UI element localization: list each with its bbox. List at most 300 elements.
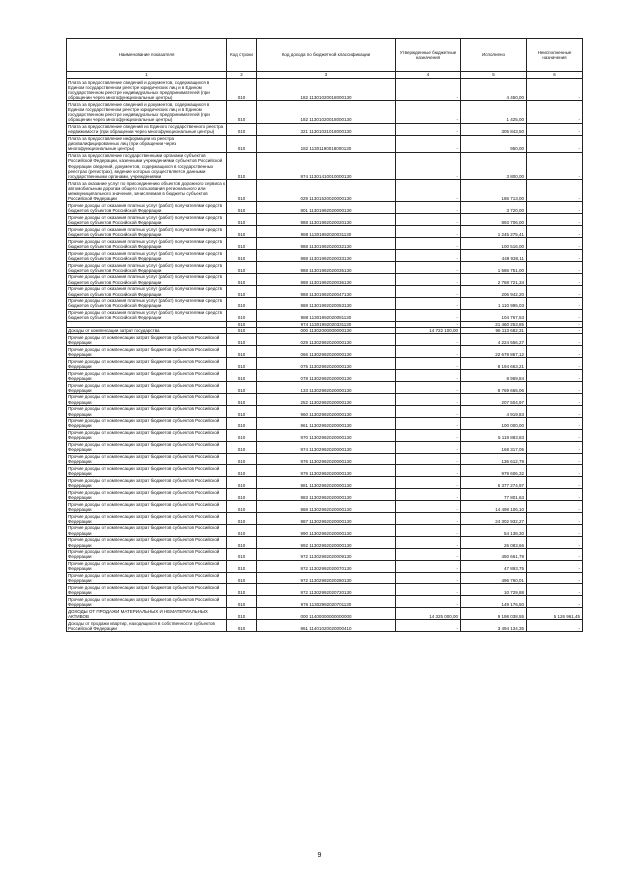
table-row — [67, 79, 583, 101]
row-name: Прочие доходы от оказания платных услуг (работ) получателями средств бюджетов субъектов Российской Федерации — [67, 238, 227, 250]
table-body — [67, 79, 583, 632]
row-approved: - — [396, 477, 461, 489]
table-row — [67, 465, 583, 477]
table-row — [67, 273, 583, 285]
row-name: Прочие доходы от компенсации затрат бюджетов субъектов Российской Федерации — [67, 417, 227, 429]
row-unexecuted: - — [527, 596, 583, 608]
row-line-code: 010 — [227, 513, 257, 525]
row-executed: 1 586 751,00 — [461, 262, 527, 274]
row-line-code: 010 — [227, 135, 257, 152]
row-line-code: 010 — [227, 334, 257, 346]
column-number-row — [67, 72, 583, 79]
row-executed: 1 110 995,03 — [461, 297, 527, 309]
row-name: Прочие доходы от компенсации затрат бюджетов субъектов Российской Федерации — [67, 453, 227, 465]
header-line-code: Код строки — [227, 39, 257, 72]
row-line-code: 010 — [227, 285, 257, 297]
row-income-code: 974 11302992020000130 — [257, 441, 396, 453]
row-name: Прочие доходы от компенсации затрат бюджетов субъектов Российской Федерации — [67, 346, 227, 358]
row-line-code: 010 — [227, 524, 257, 536]
row-name: Прочие доходы от компенсации затрат бюджетов субъектов Российской Федерации — [67, 465, 227, 477]
row-line-code: 010 — [227, 596, 257, 608]
row-unexecuted: - — [527, 572, 583, 584]
row-executed: 893 706,00 — [461, 214, 527, 226]
row-executed: 1 425,00 — [461, 101, 527, 123]
table-row — [67, 513, 583, 525]
row-line-code: 010 — [227, 327, 257, 334]
row-income-code: 979 11302992020000130 — [257, 465, 396, 477]
row-unexecuted: - — [527, 382, 583, 394]
row-line-code: 010 — [227, 309, 257, 321]
row-income-code: 182 11301020018000130 — [257, 101, 396, 123]
row-approved: 14 325 000,00 — [396, 608, 461, 620]
row-name: Прочие доходы от компенсации затрат бюджетов субъектов Российской Федерации — [67, 489, 227, 501]
row-approved: - — [396, 560, 461, 572]
table-row — [67, 297, 583, 309]
row-unexecuted: - — [527, 180, 583, 202]
row-approved: - — [396, 536, 461, 548]
header-name: Наименование показателя — [67, 39, 227, 72]
row-approved: - — [396, 453, 461, 465]
row-approved: - — [396, 321, 461, 327]
row-income-code: 252 11302992020000130 — [257, 393, 396, 405]
row-line-code: 010 — [227, 250, 257, 262]
row-line-code: 010 — [227, 477, 257, 489]
row-executed: 5 377 274,97 — [461, 477, 527, 489]
row-name: Прочие доходы от компенсации затрат бюджетов субъектов Российской Федерации — [67, 501, 227, 513]
row-approved: - — [396, 393, 461, 405]
row-line-code: 010 — [227, 536, 257, 548]
row-unexecuted: - — [527, 346, 583, 358]
table-row — [67, 250, 583, 262]
table-row — [67, 596, 583, 608]
row-approved: - — [396, 273, 461, 285]
row-approved: - — [396, 358, 461, 370]
row-income-code: 988 11301992020032130 — [257, 238, 396, 250]
row-line-code: 010 — [227, 608, 257, 620]
row-name: Плата за оказание услуг по присоединению объектов дорожного сервиса к автомобильным дорогам общего пользования регионального или межмуниципального значения, зачисляемая в бюджеты субъектов Российской Федерации — [68, 180, 225, 202]
row-name: Прочие доходы от компенсации затрат бюджетов субъектов Российской Федерации — [67, 405, 227, 417]
row-executed: 2 768 721,34 — [461, 273, 527, 285]
row-line-code: 010 — [227, 465, 257, 477]
row-unexecuted: - — [527, 238, 583, 250]
row-line-code: 010 — [227, 273, 257, 285]
table-row — [67, 123, 583, 135]
row-executed: 136 612,79 — [461, 453, 527, 465]
row-approved: - — [396, 441, 461, 453]
row-income-code: 988 11301992020036130 — [257, 273, 396, 285]
table-row — [67, 180, 583, 202]
table-row — [67, 285, 583, 297]
table-row — [67, 536, 583, 548]
row-line-code: 010 — [227, 358, 257, 370]
row-executed: 305 843,50 — [461, 123, 527, 135]
row-unexecuted: - — [527, 584, 583, 596]
row-name: Плата за предоставление информации из реестра дисквалифицированных лиц (при обращении через многофункциональные центры) — [67, 135, 227, 152]
row-line-code: 010 — [227, 620, 257, 632]
row-executed: 450 661,79 — [461, 548, 527, 560]
row-approved: - — [396, 309, 461, 321]
row-executed: 186 713,00 — [461, 180, 527, 202]
row-unexecuted: - — [527, 417, 583, 429]
row-approved: - — [396, 285, 461, 297]
row-name: Доходы от компенсации затрат государства — [67, 327, 227, 334]
row-name: Плата за предоставление сведений и документов, содержащихся в Едином государственном реестре юридических лиц и в Едином государственном реестре индивидуальных предпринимателей (при обращении через многофункциональные центры) — [67, 101, 227, 123]
row-income-code: 976 11302992020701130 — [257, 596, 396, 608]
row-line-code: 010 — [227, 297, 257, 309]
row-executed: 54 138,30 — [461, 524, 527, 536]
table-row — [67, 101, 583, 123]
row-name: Прочие доходы от компенсации затрат бюджетов субъектов Российской Федерации — [67, 393, 227, 405]
row-income-code: 988 11301992020031130 — [257, 226, 396, 238]
row-approved: - — [396, 524, 461, 536]
row-income-code: 182 11301190018000130 — [257, 135, 396, 152]
row-unexecuted: - — [527, 370, 583, 382]
table-row — [67, 370, 583, 382]
row-line-code: 010 — [227, 123, 257, 135]
row-unexecuted: - — [527, 429, 583, 441]
table-row — [67, 346, 583, 358]
row-approved: - — [396, 429, 461, 441]
row-unexecuted: - — [527, 620, 583, 632]
page-number: 9 — [317, 852, 322, 859]
row-name: Прочие доходы от оказания платных услуг (работ) получателями средств бюджетов субъектов Российской Федерации — [67, 309, 227, 321]
row-line-code: 010 — [227, 180, 257, 202]
row-executed: 3 720,00 — [461, 202, 527, 214]
row-line-code: 010 — [227, 214, 257, 226]
row-line-code: 010 — [227, 370, 257, 382]
row-income-code: 988 11301992020020130 — [257, 214, 396, 226]
row-unexecuted: - — [527, 548, 583, 560]
row-income-code: 988 11301992020053130 — [257, 297, 396, 309]
row-name: Прочие доходы от компенсации затрат бюджетов субъектов Российской Федерации — [67, 536, 227, 548]
row-name: Прочие доходы от компенсации затрат бюджетов субъектов Российской Федерации — [67, 477, 227, 489]
row-unexecuted: - — [527, 321, 583, 327]
row-line-code: 010 — [227, 429, 257, 441]
column-number: 6 — [527, 72, 583, 79]
row-name: Прочие доходы от компенсации затрат бюджетов субъектов Российской Федерации — [67, 560, 227, 572]
row-executed: 100 000,00 — [461, 417, 527, 429]
row-executed: 206 942,20 — [461, 285, 527, 297]
row-approved: - — [396, 572, 461, 584]
row-income-code: 992 11302992020000130 — [257, 536, 396, 548]
row-line-code: 010 — [227, 346, 257, 358]
row-line-code: 010 — [227, 79, 257, 101]
row-unexecuted: - — [527, 226, 583, 238]
table-row — [67, 548, 583, 560]
row-executed: 9 198 038,55 — [461, 608, 527, 620]
row-executed: 22 679 867,12 — [461, 346, 527, 358]
table-row — [67, 309, 583, 321]
row-executed: 8 194 663,21 — [461, 358, 527, 370]
row-unexecuted: - — [527, 79, 583, 101]
row-unexecuted: - — [527, 309, 583, 321]
row-approved: - — [396, 596, 461, 608]
row-executed: 4 224 556,27 — [461, 334, 527, 346]
row-income-code: 972 11302992020720130 — [257, 584, 396, 596]
header-executed: Исполнено — [461, 39, 527, 72]
row-unexecuted: - — [527, 393, 583, 405]
row-name: Плата за предоставление государственными органами субъектов Российской Федерации, казенными учреждениями субъектов Российской Федерации сведений, документов, содержащихся в государственных реестрах (регистрах), ведение которых осуществляется данными государственными органами, учреждениями — [67, 152, 227, 180]
row-executed: 24 302 932,27 — [461, 513, 527, 525]
row-name: Прочие доходы от компенсации затрат бюджетов субъектов Российской Федерации — [67, 382, 227, 394]
table-row — [67, 327, 583, 334]
row-income-code: 029 11301520020000130 — [257, 180, 396, 202]
row-line-code: 010 — [227, 152, 257, 180]
row-income-code: 075 11302992020000130 — [257, 358, 396, 370]
row-approved: - — [396, 123, 461, 135]
row-approved: - — [396, 334, 461, 346]
row-approved: - — [396, 489, 461, 501]
row-executed: 1 245 275,41 — [461, 226, 527, 238]
table-row — [67, 393, 583, 405]
revenue-table — [66, 38, 583, 632]
row-income-code: 988 11301992020081130 — [257, 309, 396, 321]
row-approved: - — [396, 620, 461, 632]
row-name: Прочие доходы от оказания платных услуг (работ) получателями средств бюджетов субъектов Российской Федерации — [67, 285, 227, 297]
row-name: Прочие доходы от компенсации затрат бюджетов субъектов Российской Федерации — [67, 596, 227, 608]
row-income-code: 960 11302992020000130 — [257, 405, 396, 417]
row-line-code: 010 — [227, 405, 257, 417]
row-executed: 5 119 883,83 — [461, 429, 527, 441]
row-line-code: 010 — [227, 382, 257, 394]
row-unexecuted: - — [527, 524, 583, 536]
table-row — [67, 226, 583, 238]
table-row — [67, 441, 583, 453]
row-executed: 979 606,32 — [461, 465, 527, 477]
row-income-code: 961 11302992020000130 — [257, 417, 396, 429]
row-approved: - — [396, 202, 461, 214]
row-unexecuted: - — [527, 465, 583, 477]
table-row — [67, 584, 583, 596]
table-row — [67, 262, 583, 274]
row-name: Прочие доходы от оказания платных услуг (работ) получателями средств бюджетов субъектов Российской Федерации — [67, 250, 227, 262]
row-unexecuted: - — [527, 152, 583, 180]
row-approved: - — [396, 346, 461, 358]
row-line-code: 010 — [227, 501, 257, 513]
row-name: Прочие доходы от оказания платных услуг (работ) получателями средств бюджетов субъектов Российской Федерации — [67, 262, 227, 274]
column-number: 5 — [461, 72, 527, 79]
row-executed: 8 769 665,06 — [461, 382, 527, 394]
row-executed: 104 767,53 — [461, 309, 527, 321]
row-unexecuted: - — [527, 489, 583, 501]
row-name: Прочие доходы от компенсации затрат бюджетов субъектов Российской Федерации — [67, 370, 227, 382]
row-income-code: 981 11302992020000130 — [257, 477, 396, 489]
row-executed: 96 113 682,31 — [461, 327, 527, 334]
row-line-code: 010 — [227, 584, 257, 596]
row-line-code: 010 — [227, 453, 257, 465]
row-name: Плата за предоставление сведений и документов, содержащихся в Едином государственном реестре юридических лиц и в Едином государственном реестре индивидуальных предпринимателей (при обращении через многофункциональные центры) — [67, 79, 227, 101]
header-unexecuted: Неисполненные назначения — [527, 39, 583, 72]
row-approved: - — [396, 513, 461, 525]
row-unexecuted: - — [527, 285, 583, 297]
table-row — [67, 453, 583, 465]
column-number: 4 — [396, 72, 461, 79]
row-approved: - — [396, 405, 461, 417]
row-name: Прочие доходы от оказания платных услуг (работ) получателями средств бюджетов субъектов Российской Федерации — [67, 273, 227, 285]
row-approved: - — [396, 226, 461, 238]
table-row — [67, 417, 583, 429]
row-executed: 4 450,00 — [461, 79, 527, 101]
table-row — [67, 358, 583, 370]
row-executed: 168 317,05 — [461, 441, 527, 453]
row-executed: 207 504,97 — [461, 393, 527, 405]
table-row — [67, 429, 583, 441]
row-unexecuted: - — [527, 135, 583, 152]
table-row — [67, 334, 583, 346]
row-executed: 149 176,50 — [461, 596, 527, 608]
row-executed: 100 516,00 — [461, 238, 527, 250]
row-name: Прочие доходы от компенсации затрат бюджетов субъектов Российской Федерации — [67, 441, 227, 453]
row-executed: 21 460 253,85 — [461, 321, 527, 327]
row-executed: 3 494 134,35 — [461, 620, 527, 632]
row-approved: - — [396, 214, 461, 226]
row-name: Прочие доходы от оказания платных услуг (работ) получателями средств бюджетов субъектов Российской Федерации — [67, 202, 227, 214]
row-approved: - — [396, 417, 461, 429]
table-header-row — [67, 39, 583, 72]
table-row — [67, 620, 583, 632]
row-name: Доходы от продажи квартир, находящихся в собственности субъектов Российской Федерации — [67, 620, 227, 632]
row-approved: - — [396, 584, 461, 596]
row-executed: 77 801,63 — [461, 489, 527, 501]
row-unexecuted: - — [527, 273, 583, 285]
row-income-code: 988 11302992020000130 — [257, 501, 396, 513]
row-income-code: 066 11302992020000130 — [257, 346, 396, 358]
table-row — [67, 608, 583, 620]
row-unexecuted: - — [527, 202, 583, 214]
row-name: Прочие доходы от компенсации затрат бюджетов субъектов Российской Федерации — [67, 334, 227, 346]
row-income-code: 000 11400000000000000 — [257, 608, 396, 620]
row-line-code: 010 — [227, 441, 257, 453]
row-unexecuted: - — [527, 101, 583, 123]
row-executed: 8 969,84 — [461, 370, 527, 382]
row-executed: 26 083,66 — [461, 536, 527, 548]
row-unexecuted: - — [527, 262, 583, 274]
row-approved: - — [396, 370, 461, 382]
row-unexecuted: - — [527, 405, 583, 417]
row-unexecuted: - — [527, 501, 583, 513]
row-unexecuted: - — [527, 513, 583, 525]
row-name: Прочие доходы от оказания платных услуг (работ) получателями средств бюджетов субъектов Российской Федерации — [67, 226, 227, 238]
row-income-code: 182 11301020018000130 — [257, 79, 396, 101]
row-line-code: 010 — [227, 262, 257, 274]
row-executed: 3 800,00 — [461, 152, 527, 180]
row-name: Прочие доходы от компенсации затрат бюджетов субъектов Российской Федерации — [67, 524, 227, 536]
header-income-code: Код дохода по бюджетной классификации — [257, 39, 396, 72]
row-name: Прочие доходы от оказания платных услуг (работ) получателями средств бюджетов субъектов Российской Федерации — [67, 297, 227, 309]
row-name: Прочие доходы от компенсации затрат бюджетов субъектов Российской Федерации — [67, 429, 227, 441]
row-unexecuted: - — [527, 560, 583, 572]
row-income-code: 974 11301992020331130 — [257, 321, 396, 327]
header-approved: Утвержденные бюджетные назначения — [396, 39, 461, 72]
column-number: 3 — [257, 72, 396, 79]
row-approved: - — [396, 297, 461, 309]
row-income-code: 988 11301992020035130 — [257, 262, 396, 274]
row-income-code: 972 11302992020070130 — [257, 560, 396, 572]
table-row — [67, 135, 583, 152]
table-row — [67, 152, 583, 180]
column-number: 1 — [67, 72, 227, 79]
table-row — [67, 560, 583, 572]
table-row — [67, 524, 583, 536]
row-income-code: 970 11302992020000130 — [257, 429, 396, 441]
row-income-code: 983 11302992020000130 — [257, 489, 396, 501]
row-line-code: 010 — [227, 417, 257, 429]
row-unexecuted: - — [527, 250, 583, 262]
row-approved: - — [396, 135, 461, 152]
row-line-code: 010 — [227, 393, 257, 405]
row-income-code: 133 11302992020000130 — [257, 382, 396, 394]
row-line-code: 010 — [227, 238, 257, 250]
row-line-code: 010 — [227, 560, 257, 572]
table-row — [67, 572, 583, 584]
table-row — [67, 477, 583, 489]
row-approved: - — [396, 152, 461, 180]
row-executed: 448 938,11 — [461, 250, 527, 262]
row-name: ДОХОДЫ ОТ ПРОДАЖИ МАТЕРИАЛЬНЫХ И НЕМАТЕРИАЛЬНЫХ АКТИВОВ — [67, 608, 227, 620]
row-income-code: 972 11302992020009130 — [257, 548, 396, 560]
row-line-code: 010 — [227, 548, 257, 560]
row-unexecuted: 5 126 961,45 — [527, 608, 583, 620]
row-income-code: 976 11302992020000130 — [257, 453, 396, 465]
row-line-code: 010 — [227, 226, 257, 238]
row-executed: 14 498 106,10 — [461, 501, 527, 513]
row-unexecuted: - — [527, 536, 583, 548]
row-unexecuted: - — [527, 297, 583, 309]
row-unexecuted: - — [527, 334, 583, 346]
row-income-code: 974 11301410010000130 — [257, 152, 396, 180]
row-approved: 14 722 100,00 — [396, 327, 461, 334]
row-approved: - — [396, 238, 461, 250]
row-approved: - — [396, 501, 461, 513]
row-approved: - — [396, 180, 461, 202]
row-line-code: 010 — [227, 101, 257, 123]
row-income-code: 988 11301992020033130 — [257, 250, 396, 262]
column-number: 2 — [227, 72, 257, 79]
row-unexecuted: - — [527, 453, 583, 465]
row-name: Прочие доходы от компенсации затрат бюджетов субъектов Российской Федерации — [67, 358, 227, 370]
row-approved: - — [396, 548, 461, 560]
table-row — [67, 202, 583, 214]
row-executed: 4 919,83 — [461, 405, 527, 417]
row-approved: - — [396, 79, 461, 101]
row-line-code: 010 — [227, 489, 257, 501]
row-executed: 496 760,01 — [461, 572, 527, 584]
row-unexecuted: - — [527, 441, 583, 453]
table-row — [67, 405, 583, 417]
row-income-code: 801 11301992020000130 — [257, 202, 396, 214]
row-executed: 950,00 — [461, 135, 527, 152]
row-executed: 47 893,75 — [461, 560, 527, 572]
row-line-code: 010 — [227, 202, 257, 214]
row-income-code: 988 11301992020047130 — [257, 285, 396, 297]
row-income-code: 990 11302992020000130 — [257, 524, 396, 536]
row-income-code: 078 11302992020000130 — [257, 370, 396, 382]
table-row — [67, 238, 583, 250]
table-row — [67, 382, 583, 394]
table-row — [67, 489, 583, 501]
row-approved: - — [396, 465, 461, 477]
row-line-code: 010 — [227, 572, 257, 584]
row-approved: - — [396, 101, 461, 123]
row-income-code: 000 11302000000000130 — [257, 327, 396, 334]
row-income-code: 972 11302992020280130 — [257, 572, 396, 584]
row-name: Прочие доходы от компенсации затрат бюджетов субъектов Российской Федерации — [67, 584, 227, 596]
row-unexecuted: - — [527, 327, 583, 334]
row-unexecuted: - — [527, 477, 583, 489]
row-approved: - — [396, 382, 461, 394]
row-approved: - — [396, 250, 461, 262]
row-name: Прочие доходы от компенсации затрат бюджетов субъектов Российской Федерации — [67, 572, 227, 584]
